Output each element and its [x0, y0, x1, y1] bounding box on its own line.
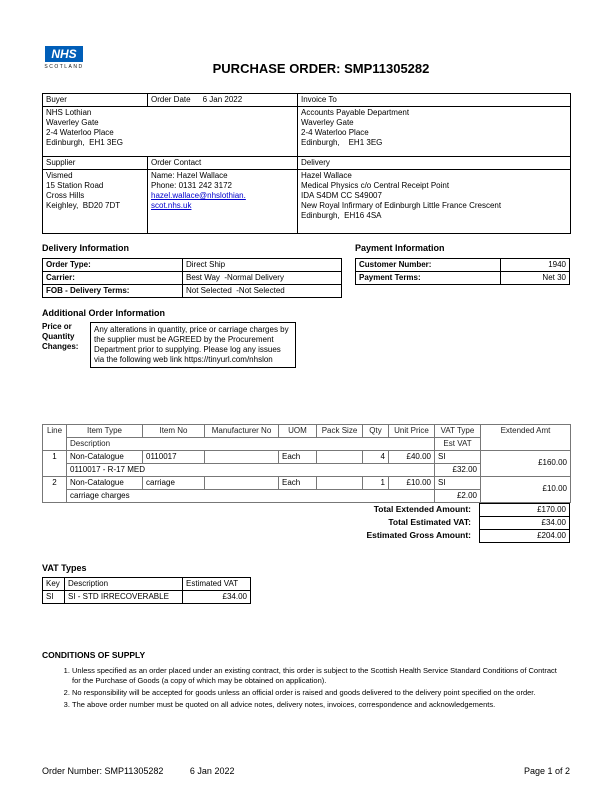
vat-types-heading: VAT Types	[42, 562, 87, 573]
supplier-address	[43, 170, 148, 234]
price-quantity-changes-row	[42, 322, 570, 368]
item-manufacturer-no	[205, 476, 279, 489]
delivery-header: Delivery	[298, 157, 571, 170]
price-quantity-changes-label: Price or Quantity Changes:	[42, 321, 79, 351]
contact-phone: Phone: 0131 242 3172	[151, 181, 232, 191]
estimated-gross-amount-label: Estimated Gross Amount:	[366, 530, 471, 541]
table-row	[356, 258, 570, 271]
buyer-address-line: 2-4 Waterloo Place	[46, 128, 114, 138]
table-row	[42, 516, 570, 529]
payment-information-heading: Payment Information	[355, 243, 445, 254]
delivery-information-heading: Delivery Information	[42, 243, 130, 254]
col-header-item-no: Item No	[143, 424, 205, 437]
vat-key: SI	[43, 591, 65, 604]
item-pack-size	[317, 476, 363, 489]
condition-item: 2. No responsibility will be accepted for goods unless an official order is raised and goods delivered to the delivery point specified on the order.	[72, 688, 566, 698]
payment-terms-label: Payment Terms:	[356, 271, 501, 284]
col-header-item-type: Item Type	[67, 424, 143, 437]
order-type-label: Order Type:	[43, 258, 183, 271]
col-header-uom: UOM	[279, 424, 317, 437]
logo-scotland-label: SCOTLAND	[44, 64, 84, 70]
supplier-address-line: 15 Station Road	[46, 181, 104, 191]
col-header-qty: Qty	[363, 424, 389, 437]
buyer-address-line: NHS Lothian	[46, 108, 92, 118]
invoice-address	[298, 107, 571, 157]
delivery-information	[42, 243, 342, 297]
vat-types-table	[42, 577, 251, 604]
contact-name: Name: Hazel Wallace	[151, 171, 228, 181]
total-estimated-vat-label: Total Estimated VAT:	[388, 517, 471, 528]
carrier-value: Best Way -Normal Delivery	[183, 271, 342, 284]
payment-terms-value: Net 30	[501, 271, 570, 284]
item-qty: 1	[363, 476, 389, 489]
order-contact-details	[148, 170, 298, 234]
fob-delivery-terms-value: Not Selected -Not Selected	[183, 284, 342, 297]
vat-description: SI - STD IRRECOVERABLE	[65, 591, 183, 604]
parties-table	[42, 93, 571, 234]
delivery-address-line: Hazel Wallace	[301, 171, 352, 181]
delivery-address-line: Edinburgh, EH16 4SA	[301, 211, 382, 221]
payment-information	[355, 243, 570, 297]
order-date-value: 6 Jan 2022	[202, 95, 243, 105]
footer-page-number: Page 1 of 2	[523, 765, 570, 776]
footer-left	[42, 766, 258, 777]
carrier-label: Carrier:	[43, 271, 183, 284]
item-manufacturer-no	[205, 450, 279, 463]
item-qty: 4	[363, 450, 389, 463]
item-pack-size	[317, 450, 363, 463]
supplier-address-line: Cross Hills	[46, 191, 85, 201]
buyer-header: Buyer	[43, 94, 148, 107]
item-type: Non-Catalogue	[67, 450, 143, 463]
order-date-header	[148, 94, 298, 107]
delivery-address-line: New Royal Infirmary of Edinburgh Little France Crescent	[301, 201, 502, 211]
order-date-label: Order Date	[151, 95, 191, 105]
payment-information-table	[355, 258, 570, 285]
item-line-number: 2	[43, 476, 67, 502]
page-title: PURCHASE ORDER: SMP11305282	[212, 61, 430, 76]
items-header-row	[43, 424, 571, 437]
item-no: carriage	[143, 476, 205, 489]
col-header-description: Description	[67, 437, 435, 450]
table-row	[356, 271, 570, 284]
table-row	[42, 503, 570, 516]
item-est-vat: £2.00	[435, 489, 481, 502]
col-header-vat-type: VAT Type	[435, 424, 481, 437]
supplier-address-line: Keighley, BD20 7DT	[46, 201, 121, 211]
supplier-header: Supplier	[43, 157, 148, 170]
item-vat-type: SI	[435, 476, 481, 489]
table-row	[43, 450, 571, 463]
condition-item: 3. The above order number must be quoted on all advice notes, delivery notes, invoices, correspondence and acknowledgements.	[72, 700, 566, 710]
price-quantity-changes-text: Any alterations in quantity, price or carriage charges by the supplier must be AGREED by the Procurement Department prior to supplying. Please log any issues via the following web link https://tinyurl.com/nhslon	[90, 322, 296, 368]
nhs-scotland-logo	[42, 46, 86, 70]
customer-number-label: Customer Number:	[356, 258, 501, 271]
footer-order-number: Order Number: SMP11305282	[42, 765, 164, 776]
col-header-extended-amt: Extended Amt	[481, 424, 571, 450]
item-description: carriage charges	[67, 489, 435, 502]
footer-date: 6 Jan 2022	[189, 765, 235, 776]
contact-email-link[interactable]: hazel.wallace@nhslothian.	[151, 191, 246, 201]
vat-col-estimated-vat: Estimated VAT	[183, 578, 251, 591]
total-extended-amount-value: £170.00	[480, 503, 570, 516]
delivery-address	[298, 170, 571, 234]
item-unit-price: £40.00	[389, 450, 435, 463]
item-unit-price: £10.00	[389, 476, 435, 489]
item-est-vat: £32.00	[435, 463, 481, 476]
order-contact-header: Order Contact	[148, 157, 298, 170]
col-header-est-vat: Est VAT	[435, 437, 481, 450]
table-row	[43, 476, 571, 489]
item-line-number: 1	[43, 450, 67, 476]
col-header-unit-price: Unit Price	[389, 424, 435, 437]
supplier-address-line: Vismed	[46, 171, 73, 181]
buyer-address-line: Edinburgh, EH1 3EG	[46, 138, 123, 148]
invoice-address-line: 2-4 Waterloo Place	[301, 128, 369, 138]
table-row	[43, 271, 342, 284]
table-row	[43, 258, 342, 271]
item-no: 0110017	[143, 450, 205, 463]
total-extended-amount-label: Total Extended Amount:	[373, 504, 471, 515]
item-description: 0110017 - R-17 MED	[67, 463, 435, 476]
delivery-address-line: Medical Physics c/o Central Receipt Point	[301, 181, 450, 191]
customer-number-value: 1940	[501, 258, 570, 271]
table-row	[43, 284, 342, 297]
table-row	[42, 529, 570, 542]
buyer-address-line: Waverley Gate	[46, 118, 99, 128]
item-extended-amt: £10.00	[481, 476, 571, 502]
delivery-address-line: IDA S4DM CC S49007	[301, 191, 382, 201]
additional-order-information	[42, 308, 570, 368]
item-vat-type: SI	[435, 450, 481, 463]
conditions-of-supply	[42, 650, 570, 710]
estimated-gross-amount-value: £204.00	[480, 529, 570, 542]
vat-col-key: Key	[43, 578, 65, 591]
invoice-address-line: Waverley Gate	[301, 118, 354, 128]
delivery-information-table	[42, 258, 342, 298]
fob-delivery-terms-label: FOB - Delivery Terms:	[43, 284, 183, 297]
col-header-pack-size: Pack Size	[317, 424, 363, 437]
totals-table	[42, 503, 570, 543]
vat-estimated-value: £34.00	[183, 591, 251, 604]
item-type: Non-Catalogue	[67, 476, 143, 489]
line-items-table	[42, 424, 571, 503]
total-estimated-vat-value: £34.00	[480, 516, 570, 529]
vat-header-row	[43, 578, 251, 591]
info-section	[42, 243, 570, 297]
order-type-value: Direct Ship	[183, 258, 342, 271]
additional-order-information-heading: Additional Order Information	[42, 307, 165, 318]
item-uom: Each	[279, 476, 317, 489]
col-header-line: Line	[43, 424, 67, 450]
invoice-to-header: Invoice To	[298, 94, 571, 107]
conditions-heading: CONDITIONS OF SUPPLY	[42, 650, 146, 660]
invoice-address-line: Accounts Payable Department	[301, 108, 410, 118]
contact-email-link[interactable]: scot.nhs.uk	[151, 201, 192, 211]
nhs-logo-icon: NHS	[45, 46, 83, 62]
invoice-address-line: Edinburgh, EH1 3EG	[301, 138, 383, 148]
item-uom: Each	[279, 450, 317, 463]
buyer-address	[43, 107, 298, 157]
vat-col-description: Description	[65, 578, 183, 591]
table-row	[43, 591, 251, 604]
vat-types-section	[42, 563, 570, 604]
conditions-list	[42, 666, 566, 711]
condition-item: 1. Unless specified as an order placed under an existing contract, this order is subject to the Scottish Health Service Standard Conditions of Contract for the Purchase of Goods (a copy of which may be obtained on application).	[72, 666, 566, 686]
col-header-manufacturer-no: Manufacturer No	[205, 424, 279, 437]
page-footer	[42, 766, 570, 777]
item-extended-amt: £160.00	[481, 450, 571, 476]
